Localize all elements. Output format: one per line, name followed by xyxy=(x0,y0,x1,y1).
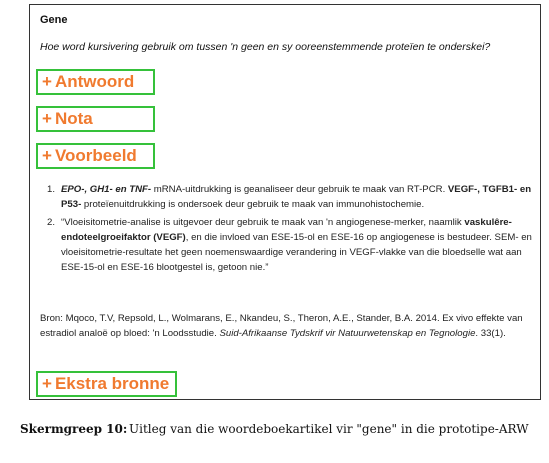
ekstra-bronne-label: Ekstra bronne xyxy=(54,374,170,393)
example-text-run: mRNA-uitdrukking is geanaliseer deur gebruik te maak van RT-PCR. xyxy=(151,184,448,195)
antwoord-expander[interactable] xyxy=(36,69,155,95)
antwoord-label: Antwoord xyxy=(54,72,135,91)
nota-expander[interactable] xyxy=(36,106,155,132)
voorbeeld-label: Voorbeeld xyxy=(54,146,137,165)
source-journal: Suid-Afrikaanse Tydskrif vir Natuurwetenskap en Tegnologie xyxy=(219,328,476,339)
plus-icon: + xyxy=(42,109,52,128)
source-volume: . 33(1). xyxy=(475,328,506,339)
example-number: 2. xyxy=(47,217,56,228)
example-list xyxy=(40,182,534,278)
source-citation xyxy=(40,311,530,341)
example-item xyxy=(40,215,534,275)
caption-text: Uitleg van die woordeboekartikel vir "gene" in die prototipe-ARW xyxy=(129,422,529,436)
example-text-run: , en die invloed van ESE-15-ol en ESE-16 op angiogenese is bestudeer. SEM- en vloeisitometrie-resultate het geen noemenswaardige verandering in VEGF-vlakke van die bloedselle wat aan ESE-15-ol en ESE-16 blootgestel is, getoon nie.” xyxy=(61,232,532,273)
plus-icon: + xyxy=(42,374,52,393)
example-number: 1. xyxy=(47,184,56,195)
dictionary-article-panel xyxy=(29,4,541,400)
example-text-run: EPO-, GH1- en TNF- xyxy=(61,184,152,195)
article-term: Gene xyxy=(40,14,68,26)
example-text-run: proteïenuitdrukking is ondersoek deur gebruik te maak van immunohistochemie. xyxy=(81,199,425,210)
example-text-run: vaskulêre-endoteelgroeifaktor (VEGF) xyxy=(61,217,512,243)
example-item xyxy=(40,182,534,212)
voorbeeld-expander[interactable] xyxy=(36,143,155,169)
article-question: Hoe word kursivering gebruik om tussen 'n geen en sy ooreenstemmende proteïen te onderskei? xyxy=(40,41,491,53)
plus-icon: + xyxy=(42,72,52,91)
source-text: Bron: Mqoco, T.V, Repsold, L., Wolmarans, E., Nkandeu, S., Theron, A.E., Stander, B.A. 2014. Ex vivo effekte van estradiol analoë op bloed: 'n Loodsstudie. xyxy=(40,313,523,339)
plus-icon: + xyxy=(42,146,52,165)
example-text-run: VEGF-, TGFB1- en P53- xyxy=(61,184,532,210)
caption-label: Skermgreep 10: xyxy=(20,422,128,436)
nota-label: Nota xyxy=(54,109,93,128)
ekstra-bronne-expander[interactable] xyxy=(36,371,177,397)
example-text-run: “Vloeisitometrie-analise is uitgevoer deur gebruik te maak van 'n angiogenese-merker, naamlik xyxy=(61,217,465,228)
